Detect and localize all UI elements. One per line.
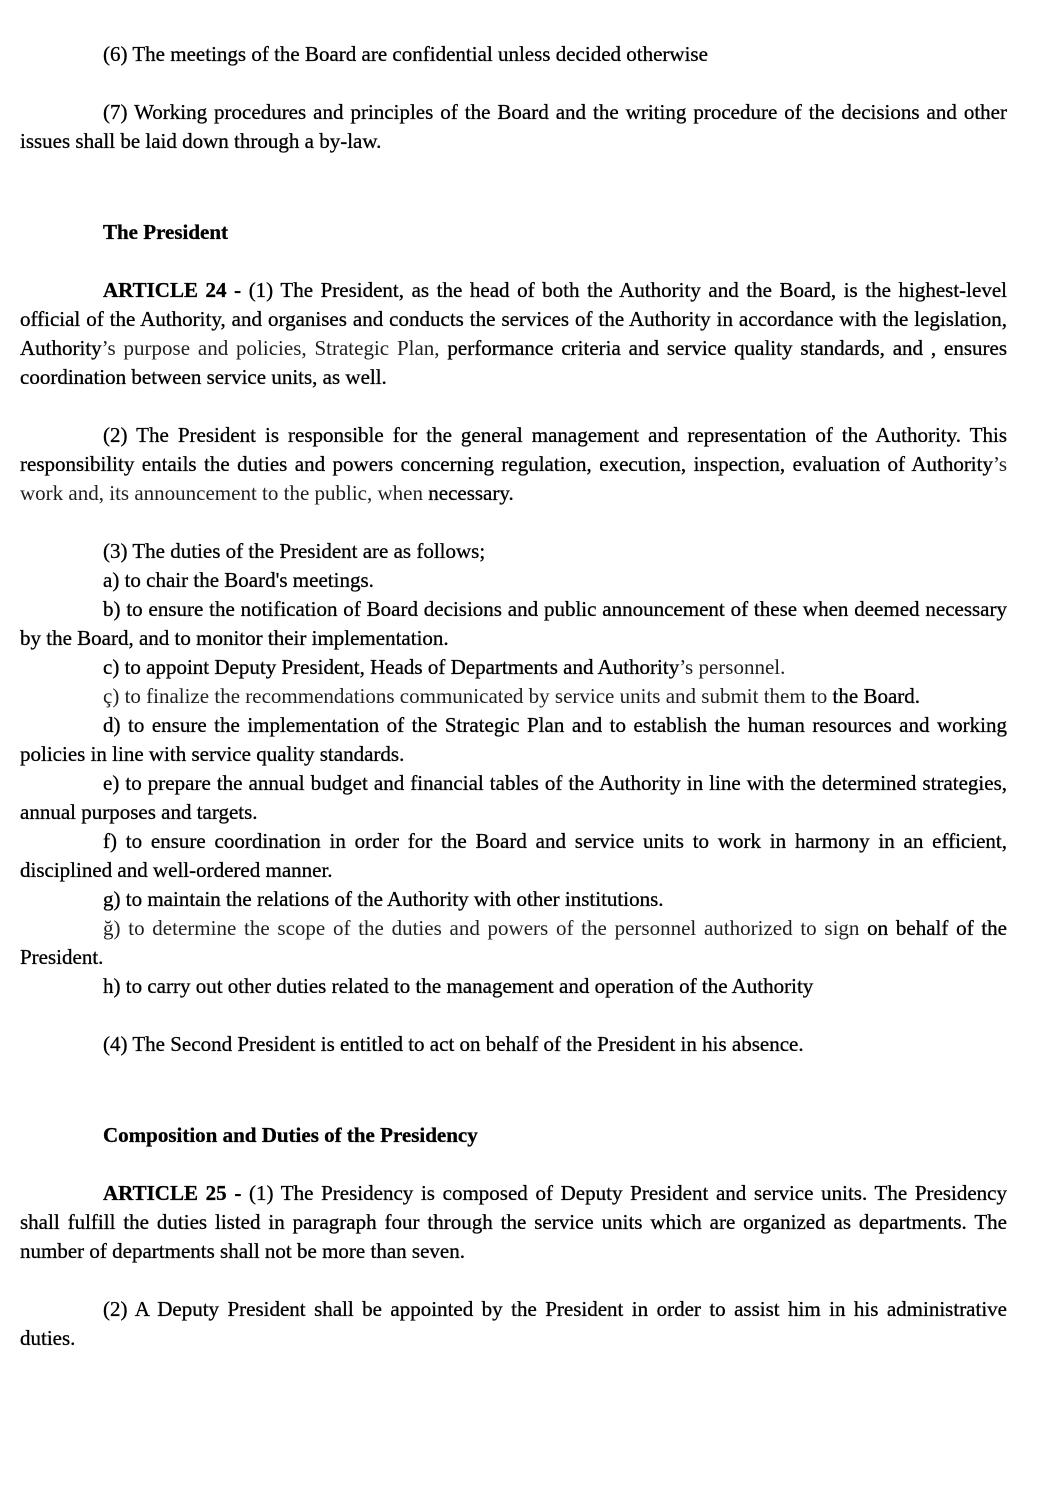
heading-the-president: The President	[103, 220, 229, 244]
duty-item-g-breve	[20, 914, 1007, 972]
duty-item-c	[20, 653, 1007, 682]
paragraph-6: (6) The meetings of the Board are confidential unless decided otherwise	[103, 42, 708, 66]
article-24-paragraph-1	[20, 276, 1007, 392]
article-24-paragraph-2	[20, 421, 1007, 508]
text-run: the Board.	[832, 684, 921, 708]
article-25-paragraph-1-text: (1) The Presidency is composed of Deputy President and service units. The Presidency shall fulfill the duties listed in paragraph four through the service units which are organized as departments. The number of departments shall not be more than seven.	[20, 1181, 1007, 1263]
text-run: on behalf of the President.	[20, 916, 1007, 969]
duty-item-b: b) to ensure the notification of Board decisions and public announcement of these when deemed necessary by the Board, and to monitor their implementation.	[20, 597, 1007, 650]
text-run: necessary.	[423, 481, 514, 505]
article-25-label: ARTICLE 25 -	[103, 1181, 249, 1205]
duty-item-a: a) to chair the Board's meetings.	[103, 568, 374, 592]
article-24-paragraph-3: (3) The duties of the President are as follows;	[103, 539, 486, 563]
heading-composition-and-duties: Composition and Duties of the Presidency	[103, 1123, 478, 1147]
paragraph-7: (7) Working procedures and principles of the Board and the writing procedure of the decisions and other issues shall be laid down through a by-law.	[20, 100, 1007, 153]
text-run: (2) The President is responsible for the general management and representation of the Authority. This responsibility entails the duties and powers concerning regulation, execution, inspection, evaluation of Authority	[20, 423, 1007, 476]
duty-item-f: f) to ensure coordination in order for the Board and service units to work in harmony in an efficient, disciplined and well-ordered manner.	[20, 829, 1007, 882]
duty-item-e: e) to prepare the annual budget and financial tables of the Authority in line with the determined strategies, annual purposes and targets.	[20, 771, 1007, 824]
text-run: ’s purpose and policies, Strategic Plan,	[101, 336, 440, 360]
text-run: ğ) to determine the scope of the duties and powers of the personnel authorized to sign	[103, 916, 868, 940]
duty-item-g: g) to maintain the relations of the Authority with other institutions.	[103, 887, 664, 911]
text-run: c) to appoint Deputy President, Heads of Departments and Authority	[103, 655, 680, 679]
article-25-paragraph-1	[20, 1179, 1007, 1266]
text-run: ç) to finalize the recommendations communicated by service units and submit them to	[103, 684, 833, 708]
article-25-paragraph-2: (2) A Deputy President shall be appointed by the President in order to assist him in his administrative duties.	[20, 1297, 1007, 1350]
article-24-label: ARTICLE 24 -	[103, 278, 249, 302]
text-run: performance criteria and service quality standards, and , ensures coordination between service units, as well.	[20, 336, 1007, 389]
duty-item-c-cedilla	[20, 682, 1007, 711]
text-run: (1) The President, as the head of both the Authority and the Board, is the highest-level official of the Authority, and organises and conducts the services of the Authority in accordance with the legislation, Authority	[20, 278, 1007, 360]
text-run: ’s personnel.	[679, 655, 786, 679]
text-run: ’s work and, its announcement to the public, when	[20, 452, 1007, 505]
duty-item-d: d) to ensure the implementation of the Strategic Plan and to establish the human resources and working policies in line with service quality standards.	[20, 713, 1007, 766]
article-24-paragraph-4: (4) The Second President is entitled to act on behalf of the President in his absence.	[103, 1032, 804, 1056]
duty-item-h: h) to carry out other duties related to the management and operation of the Authority	[103, 974, 814, 998]
